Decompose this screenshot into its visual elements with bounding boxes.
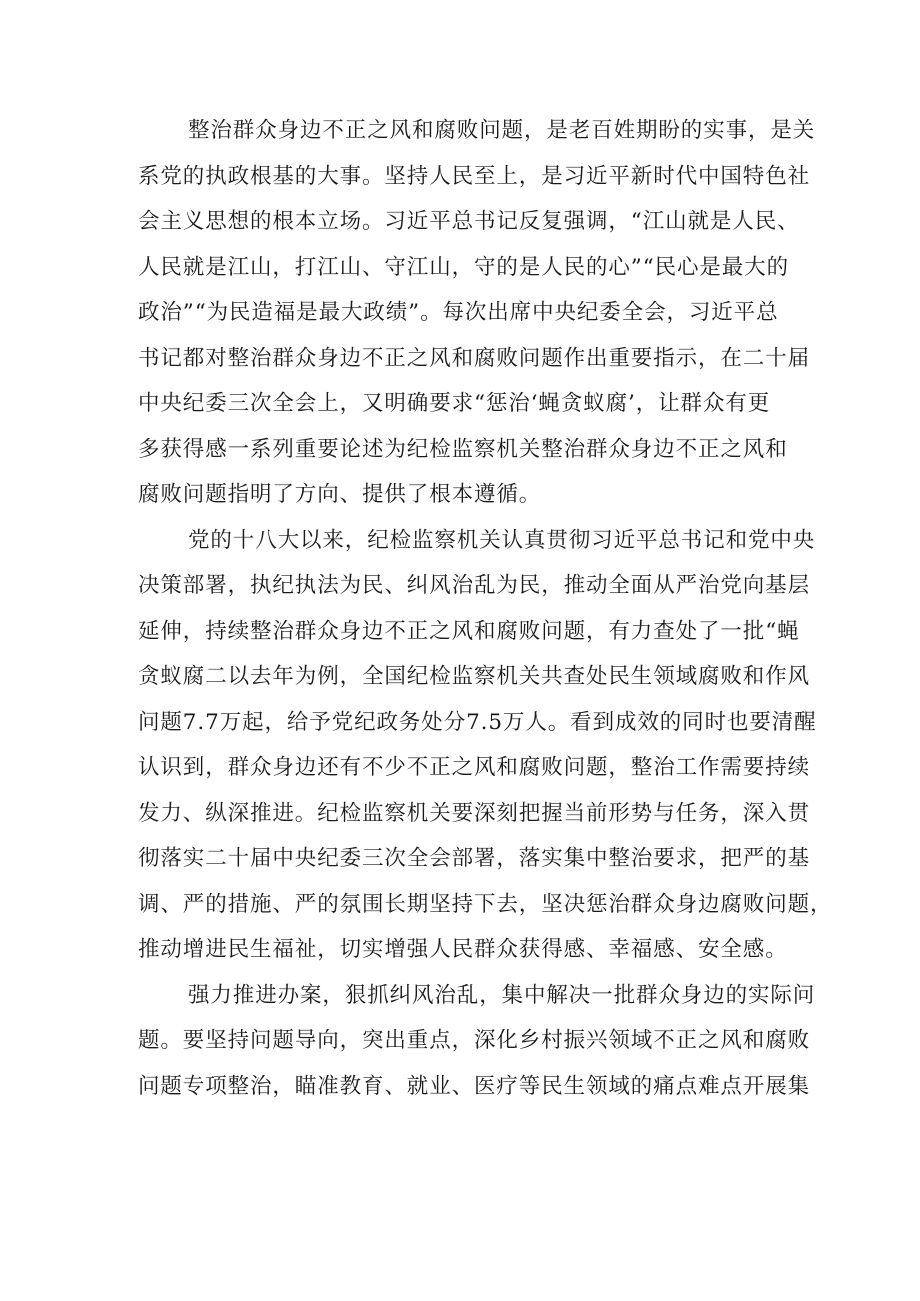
- text-line: 人民就是江山，打江山、守江山，守的是人民的心”“民心是最大的: [138, 254, 789, 280]
- text-line: 会主义思想的根本立场。习近平总书记反复强调，“江山就是人民、: [138, 209, 800, 234]
- text-line: 认识到，群众身边还有不少不正之风和腐败问题，整治工作需要持续: [138, 755, 811, 780]
- text-line: 系党的执政根基的大事。坚持人民至上，是习近平新时代中国特色社: [138, 163, 811, 189]
- text-line: 强力推进办案，狠抓纠风治乱，集中解决一批群众身边的实际问: [188, 982, 816, 1008]
- text-line: 问题7.7万起，给予党纪政务处分7.5万人。看到成效的同时也要清醒: [138, 709, 817, 735]
- text-line: 整治群众身边不正之风和腐败问题，是老百姓期盼的实事，是关: [188, 118, 816, 143]
- paragraph-3: [138, 973, 816, 1110]
- text-line: 延伸，持续整治群众身边不正之风和腐败问题，有力查处了一批“蝇: [138, 618, 800, 644]
- text-line: 决策部署，执纪执法为民、纠风治乱为民，推动全面从严治党向基层: [138, 573, 811, 598]
- paragraph-2: [138, 518, 833, 973]
- paragraph-1: [138, 108, 816, 518]
- text-line: 发力、纵深推进。纪检监察机关要深刻把握当前形势与任务，深入贯: [138, 800, 811, 826]
- text-line: 题。要坚持问题导向，突出重点，深化乡村振兴领域不正之风和腐败: [138, 1028, 811, 1053]
- text-line: 腐败问题指明了方向、提供了根本遵循。: [138, 482, 542, 507]
- text-line: 书记都对整治群众身边不正之风和腐败问题作出重要指示，在二十届: [138, 345, 811, 371]
- text-line: 推动增进民生福祉，切实增强人民群众获得感、幸福感、安全感。: [138, 937, 788, 962]
- text-line: 彻落实二十届中央纪委三次全会部署，落实集中整治要求，把严的基: [138, 846, 811, 871]
- text-line: 问题专项整治，瞄准教育、就业、医疗等民生领域的痛点难点开展集: [138, 1073, 811, 1099]
- text-line: 多获得感一系列重要论述为纪检监察机关整治群众身边不正之风和: [138, 436, 788, 462]
- text-line: 政治”“为民造福是最大政绩”。每次出席中央纪委全会，习近平总: [138, 300, 779, 325]
- document-body: [138, 108, 833, 1109]
- text-line: 贪蚁腐二以去年为例，全国纪检监察机关共查处民生领域腐败和作风: [138, 664, 811, 689]
- text-line: 调、严的措施、严的氛围长期坚持下去，坚决惩治群众身边腐败问题，: [138, 891, 833, 917]
- text-line: 中央纪委三次全会上，又明确要求“惩治‘蝇贪蚁腐’，让群众有更: [138, 391, 771, 416]
- text-line: 党的十八大以来，纪检监察机关认真贯彻习近平总书记和党中央: [188, 527, 816, 553]
